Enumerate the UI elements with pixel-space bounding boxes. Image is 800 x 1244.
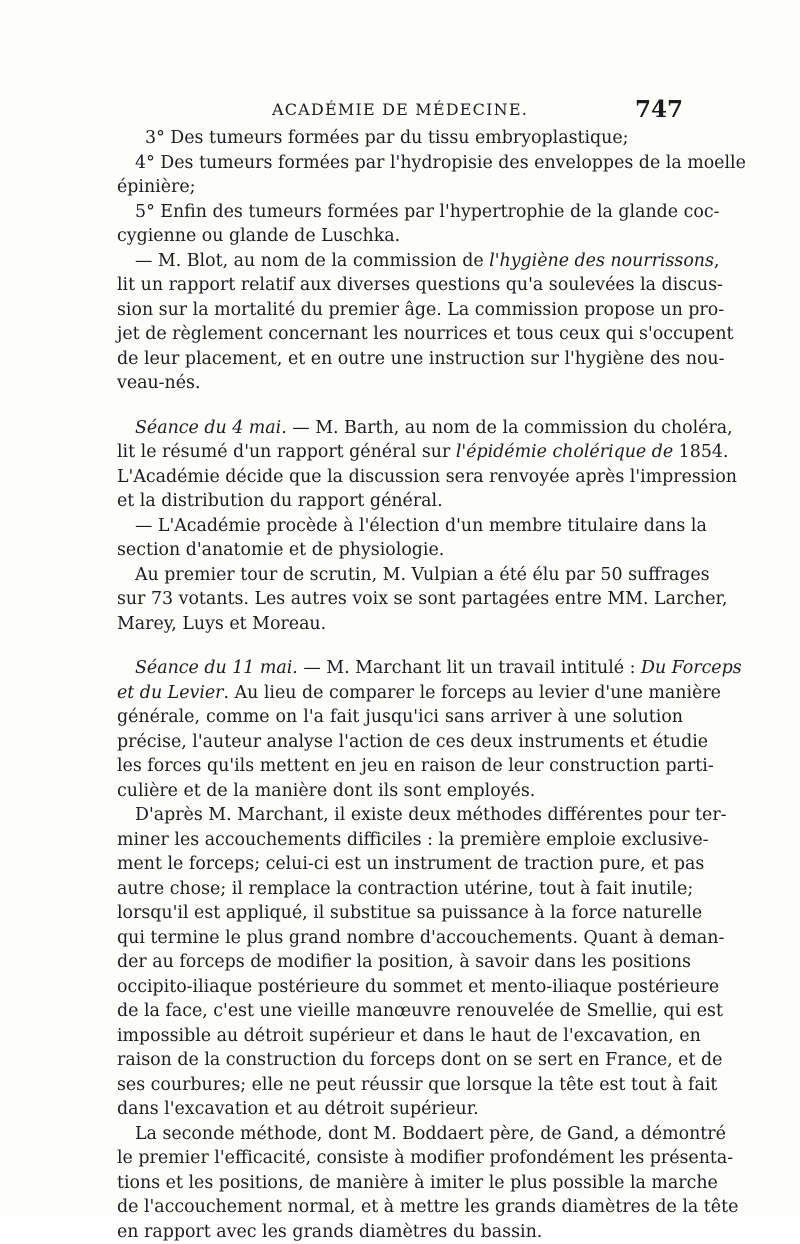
page-header bbox=[117, 96, 683, 126]
italic-text: Séance du 11 mai. bbox=[135, 658, 298, 678]
text-run: section d'anatomie et de physiologie. bbox=[117, 540, 444, 560]
body-text bbox=[117, 126, 683, 1244]
text-run: raison de la construction du forceps dont on se sert en France, et de bbox=[117, 1050, 722, 1070]
text-run: les forces qu'ils mettent en jeu en raison de leur construction parti- bbox=[117, 756, 714, 776]
text-run: Marey, Luys et Moreau. bbox=[117, 614, 326, 634]
text-line bbox=[117, 587, 683, 612]
text-run: ses courbures; elle ne peut réussir que lorsque la tête est tout à fait bbox=[117, 1075, 717, 1095]
text-run: 3° Des tumeurs formées par du tissu embryoplastique; bbox=[145, 128, 629, 148]
text-line bbox=[117, 1195, 683, 1220]
text-run: , bbox=[714, 251, 720, 271]
text-run: occipito-iliaque postérieure du sommet et mento-iliaque postérieure bbox=[117, 977, 719, 997]
text-run: L'Académie décide que la discussion sera renvoyée après l'impression bbox=[117, 467, 737, 487]
text-run: La seconde méthode, dont M. Boddaert père, de Gand, a démontré bbox=[135, 1124, 726, 1144]
paragraph bbox=[117, 656, 683, 803]
text-line bbox=[117, 926, 683, 951]
text-line bbox=[117, 371, 683, 396]
text-line bbox=[117, 1073, 683, 1098]
text-line bbox=[117, 1024, 683, 1049]
text-line bbox=[117, 489, 683, 514]
text-line bbox=[117, 1146, 683, 1171]
text-run: D'après M. Marchant, il existe deux méthodes différentes pour ter- bbox=[135, 805, 727, 825]
text-line bbox=[117, 730, 683, 755]
text-line bbox=[117, 612, 683, 637]
text-line bbox=[117, 852, 683, 877]
text-run: — M. Blot, au nom de la commission de bbox=[135, 251, 489, 271]
text-run: épinière; bbox=[117, 177, 196, 197]
paragraph bbox=[117, 563, 683, 637]
text-run: de leur placement, et en outre une instruction sur l'hygiène des nou- bbox=[117, 349, 724, 369]
text-run: jet de règlement concernant les nourrices et tous ceux qui s'occupent bbox=[117, 324, 734, 344]
page-number: 747 bbox=[635, 96, 683, 123]
text-run: lit le résumé d'un rapport général sur bbox=[117, 442, 456, 462]
text-line bbox=[117, 347, 683, 372]
italic-text: l'hygiène des nourrissons bbox=[489, 251, 714, 271]
italic-text: et du Levier bbox=[117, 683, 224, 703]
text-line bbox=[117, 298, 683, 323]
text-line bbox=[117, 1220, 683, 1244]
text-line bbox=[117, 538, 683, 563]
text-run: veau-nés. bbox=[117, 373, 201, 393]
text-run: 1854. bbox=[673, 442, 728, 462]
text-run: sion sur la mortalité du premier âge. La commission propose un pro- bbox=[117, 300, 724, 320]
italic-text: Séance du 4 mai. bbox=[135, 418, 287, 438]
italic-text: l'épidémie cholérique de bbox=[456, 442, 673, 462]
text-line bbox=[117, 877, 683, 902]
text-line bbox=[117, 1122, 683, 1147]
text-line bbox=[117, 975, 683, 1000]
text-line bbox=[117, 779, 683, 804]
text-run: en rapport avec les grands diamètres du bassin. bbox=[117, 1222, 542, 1242]
paragraph bbox=[117, 200, 683, 249]
text-line bbox=[117, 249, 683, 274]
text-line bbox=[117, 950, 683, 975]
text-run: de l'accouchement normal, et à mettre les grands diamètres de la tête bbox=[117, 1197, 738, 1217]
text-line bbox=[117, 901, 683, 926]
text-run: générale, comme on l'a fait jusqu'ici sans arriver à une solution bbox=[117, 707, 683, 727]
text-run: cygienne ou glande de Luschka. bbox=[117, 226, 400, 246]
text-run: de la face, c'est une vieille manœuvre renouvelée de Smellie, qui est bbox=[117, 1001, 723, 1021]
text-line bbox=[117, 1048, 683, 1073]
text-run: autre chose; il remplace la contraction utérine, tout à fait inutile; bbox=[117, 879, 693, 899]
text-line bbox=[117, 151, 683, 176]
text-line bbox=[117, 322, 683, 347]
text-run: dans l'excavation et au détroit supérieur. bbox=[117, 1099, 479, 1119]
text-line bbox=[117, 803, 683, 828]
paragraph-gap bbox=[117, 636, 683, 656]
text-run: et la distribution du rapport général. bbox=[117, 491, 443, 511]
paragraph bbox=[117, 126, 683, 151]
paragraph bbox=[117, 1122, 683, 1244]
text-run: — M. Barth, au nom de la commission du choléra, bbox=[287, 418, 733, 438]
text-run: précise, l'auteur analyse l'action de ces deux instruments et étudie bbox=[117, 732, 708, 752]
text-line bbox=[117, 999, 683, 1024]
text-line bbox=[117, 1171, 683, 1196]
paragraph bbox=[117, 803, 683, 1122]
text-run: tions et les positions, de manière à imiter le plus possible la marche bbox=[117, 1173, 718, 1193]
text-run: — L'Académie procède à l'élection d'un membre titulaire dans la bbox=[135, 516, 707, 536]
text-line bbox=[117, 705, 683, 730]
italic-text: Du Forceps bbox=[641, 658, 742, 678]
running-title: ACADÉMIE DE MÉDECINE. bbox=[117, 100, 683, 119]
paragraph bbox=[117, 151, 683, 200]
text-line bbox=[117, 200, 683, 225]
text-line bbox=[117, 273, 683, 298]
paragraph bbox=[117, 514, 683, 563]
text-line bbox=[117, 465, 683, 490]
paragraph bbox=[117, 416, 683, 514]
text-run: — M. Marchant lit un travail intitulé : bbox=[298, 658, 641, 678]
text-line bbox=[117, 514, 683, 539]
text-line bbox=[117, 1097, 683, 1122]
text-run: sur 73 votants. Les autres voix se sont partagées entre MM. Larcher, bbox=[117, 589, 727, 609]
text-run: ment le forceps; celui-ci est un instrument de traction pure, et pas bbox=[117, 854, 704, 874]
text-run: 4° Des tumeurs formées par l'hydropisie des enveloppes de la moelle bbox=[135, 153, 746, 173]
text-run: 5° Enfin des tumeurs formées par l'hypertrophie de la glande coc- bbox=[135, 202, 719, 222]
text-line bbox=[117, 563, 683, 588]
text-run: miner les accouchements difficiles : la première emploie exclusive- bbox=[117, 830, 709, 850]
text-line bbox=[117, 224, 683, 249]
text-run: culière et de la manière dont ils sont employés. bbox=[117, 781, 535, 801]
text-line bbox=[117, 754, 683, 779]
text-line bbox=[117, 656, 683, 681]
text-run: impossible au détroit supérieur et dans le haut de l'excavation, en bbox=[117, 1026, 701, 1046]
text-run: Au premier tour de scrutin, M. Vulpian a été élu par 50 suffrages bbox=[135, 565, 710, 585]
text-line bbox=[117, 416, 683, 441]
text-line bbox=[117, 175, 683, 200]
text-line bbox=[117, 126, 683, 151]
paragraph bbox=[117, 249, 683, 396]
paragraph-gap bbox=[117, 396, 683, 416]
text-run: . Au lieu de comparer le forceps au levier d'une manière bbox=[224, 683, 721, 703]
text-run: der au forceps de modifier la position, à savoir dans les positions bbox=[117, 952, 691, 972]
text-run: lorsqu'il est appliqué, il substitue sa puissance à la force naturelle bbox=[117, 903, 702, 923]
text-line bbox=[117, 828, 683, 853]
text-line bbox=[117, 681, 683, 706]
text-run: lit un rapport relatif aux diverses questions qu'a soulevées la discus- bbox=[117, 275, 723, 295]
text-run: qui termine le plus grand nombre d'accouchements. Quant à deman- bbox=[117, 928, 724, 948]
text-run: le premier l'efficacité, consiste à modifier profondément les présenta- bbox=[117, 1148, 733, 1168]
text-line bbox=[117, 440, 683, 465]
